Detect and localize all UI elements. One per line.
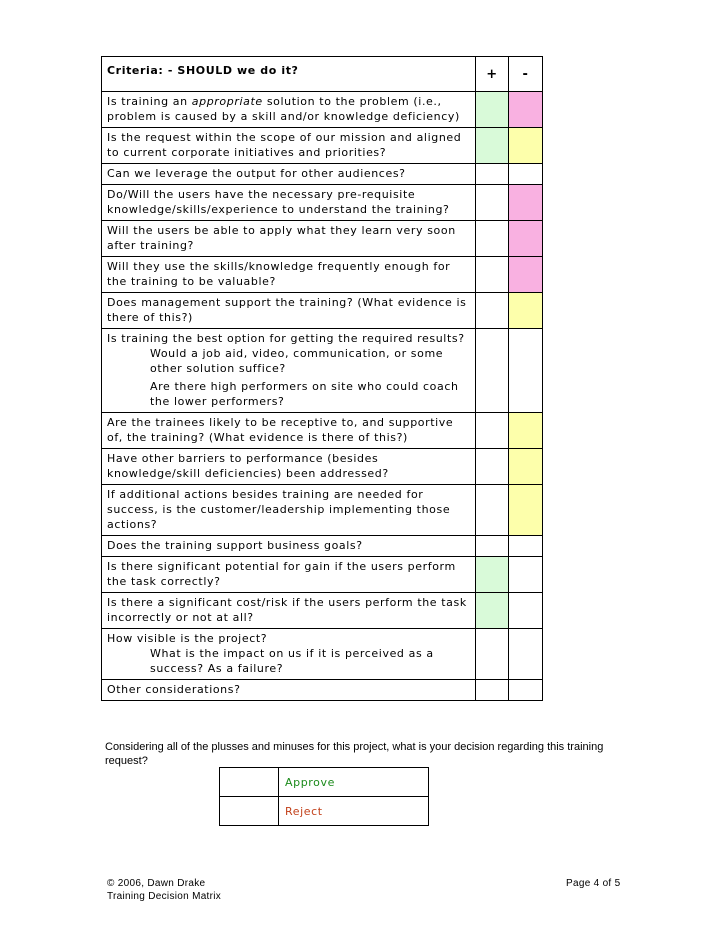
minus-cell[interactable] (509, 629, 543, 680)
plus-cell[interactable] (476, 485, 509, 536)
criterion-text-post: solution to the problem (i.e., problem is caused by a skill and/or knowledge deficiency) (107, 95, 460, 123)
footer-left (107, 877, 221, 903)
plus-cell[interactable] (476, 536, 509, 557)
table-row (102, 329, 543, 413)
minus-cell[interactable] (509, 329, 543, 413)
plus-cell[interactable] (476, 257, 509, 293)
minus-cell[interactable] (509, 92, 543, 128)
criterion-text (102, 629, 476, 680)
criterion-text (102, 92, 476, 128)
minus-cell[interactable] (509, 536, 543, 557)
approve-label: Approve (279, 768, 429, 797)
table-row (102, 257, 543, 293)
table-row (102, 92, 543, 128)
minus-cell[interactable] (509, 185, 543, 221)
criterion-sub-text: Would a job aid, video, communication, or some other solution suffice? (150, 347, 444, 375)
criterion-text: Does management support the training? (What evidence is there of this?) (102, 293, 476, 329)
minus-header: - (509, 57, 543, 92)
reject-label: Reject (279, 797, 429, 826)
plus-header: + (476, 57, 509, 92)
plus-cell[interactable] (476, 413, 509, 449)
criterion-text: Is there significant potential for gain if the users perform the task correctly? (102, 557, 476, 593)
minus-cell[interactable] (509, 413, 543, 449)
plus-cell[interactable] (476, 593, 509, 629)
criterion-sub-text: What is the impact on us if it is perceived as a success? As a failure? (150, 647, 434, 675)
criterion-text: Will they use the skills/knowledge frequently enough for the training to be valuable? (102, 257, 476, 293)
footer-copyright: © 2006, Dawn Drake (107, 878, 206, 889)
table-row (102, 413, 543, 449)
table-row (102, 557, 543, 593)
criterion-sub-text: Are there high performers on site who could coach the lower performers? (150, 380, 459, 408)
plus-cell[interactable] (476, 293, 509, 329)
criterion-text: Other considerations? (102, 680, 476, 701)
table-row (102, 485, 543, 536)
minus-cell[interactable] (509, 557, 543, 593)
table-row (102, 185, 543, 221)
plus-cell[interactable] (476, 185, 509, 221)
criterion-text: Will the users be able to apply what they learn very soon after training? (102, 221, 476, 257)
criterion-text: Does the training support business goals? (102, 536, 476, 557)
footer-page-number: Page 4 of 5 (566, 878, 621, 889)
minus-cell[interactable] (509, 293, 543, 329)
criteria-header: Criteria: - SHOULD we do it? (102, 57, 476, 92)
decision-question: Considering all of the plusses and minuses for this project, what is your decision regarding this training request? (105, 741, 604, 767)
plus-cell[interactable] (476, 221, 509, 257)
minus-cell[interactable] (509, 593, 543, 629)
table-row (102, 536, 543, 557)
table-row (102, 164, 543, 185)
minus-cell[interactable] (509, 164, 543, 185)
table-row (102, 449, 543, 485)
criterion-text: Are the trainees likely to be receptive to, and supportive of, the training? (What evidence is there of this?) (102, 413, 476, 449)
criterion-text-emphasis: appropriate (191, 95, 263, 108)
minus-cell[interactable] (509, 680, 543, 701)
minus-cell[interactable] (509, 221, 543, 257)
decision-table (219, 767, 429, 826)
criterion-text: Is there a significant cost/risk if the users perform the task incorrectly or not at all? (102, 593, 476, 629)
decision-row-reject (220, 797, 429, 826)
minus-cell[interactable] (509, 257, 543, 293)
reject-checkbox-cell[interactable] (220, 797, 279, 826)
criterion-text: Is the request within the scope of our mission and aligned to current corporate initiatives and priorities? (102, 128, 476, 164)
criterion-text: Have other barriers to performance (besides knowledge/skill deficiencies) been addressed? (102, 449, 476, 485)
plus-cell[interactable] (476, 128, 509, 164)
table-row (102, 593, 543, 629)
plus-cell[interactable] (476, 557, 509, 593)
table-row (102, 128, 543, 164)
criterion-text: If additional actions besides training are needed for success, is the customer/leadership implementing those actions? (102, 485, 476, 536)
plus-cell[interactable] (476, 629, 509, 680)
criterion-text-pre: Is training an (107, 95, 192, 108)
table-header-row (102, 57, 543, 92)
plus-cell[interactable] (476, 329, 509, 413)
minus-cell[interactable] (509, 485, 543, 536)
minus-cell[interactable] (509, 449, 543, 485)
criterion-text: Can we leverage the output for other audiences? (102, 164, 476, 185)
minus-cell[interactable] (509, 128, 543, 164)
plus-cell[interactable] (476, 680, 509, 701)
criterion-text: Do/Will the users have the necessary pre-requisite knowledge/skills/experience to understand the training? (102, 185, 476, 221)
table-row (102, 680, 543, 701)
table-row (102, 221, 543, 257)
decision-row-approve (220, 768, 429, 797)
table-row (102, 293, 543, 329)
criterion-main-text: How visible is the project? (107, 632, 268, 645)
plus-cell[interactable] (476, 164, 509, 185)
approve-checkbox-cell[interactable] (220, 768, 279, 797)
plus-cell[interactable] (476, 449, 509, 485)
footer-doc-title: Training Decision Matrix (107, 891, 222, 902)
criterion-main-text: Is training the best option for getting the required results? (107, 332, 465, 345)
plus-cell[interactable] (476, 92, 509, 128)
table-row (102, 629, 543, 680)
decision-matrix-table (101, 56, 543, 701)
criterion-text (102, 329, 476, 413)
